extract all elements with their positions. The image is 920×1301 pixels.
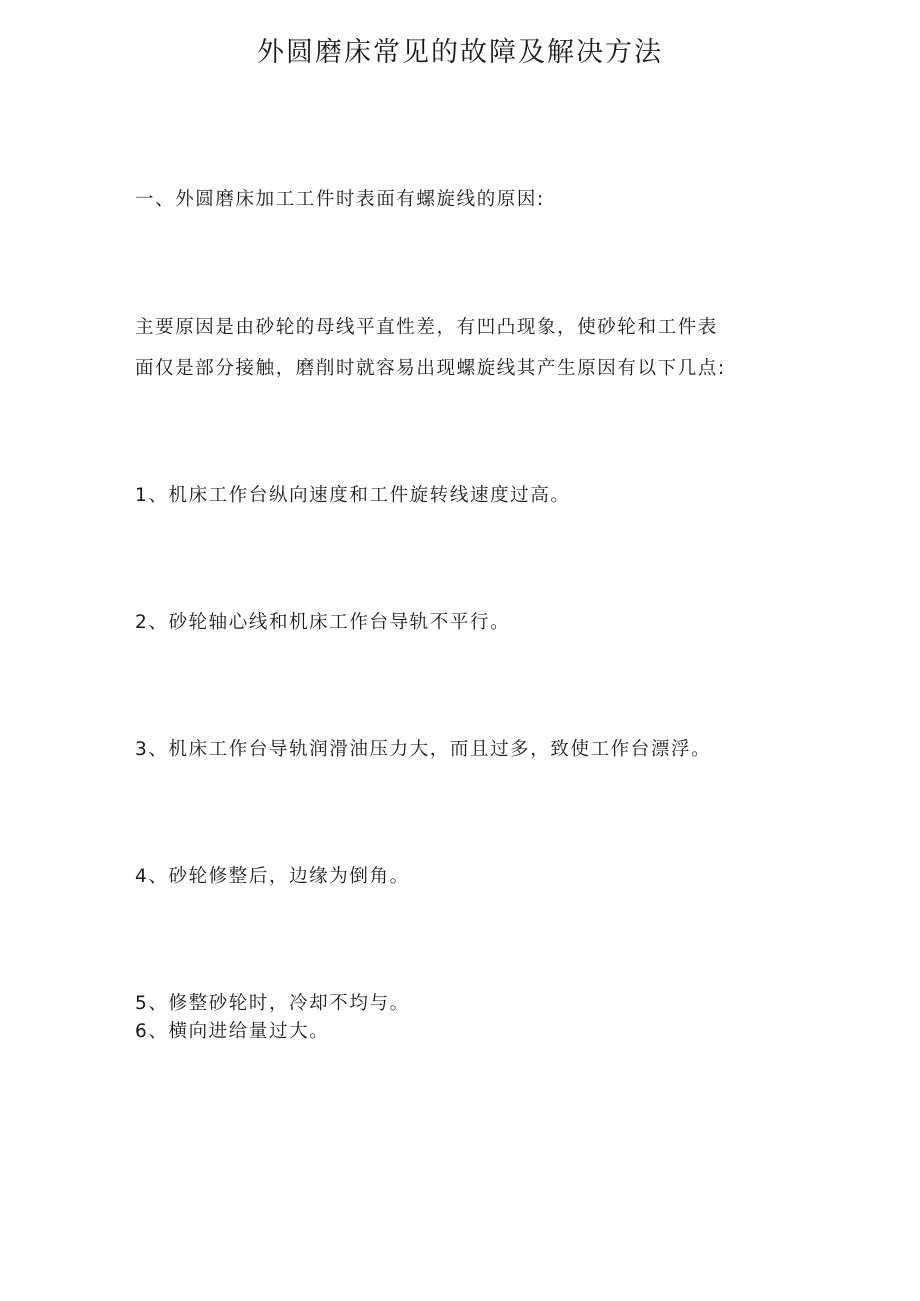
list-item-4: 4、砂轮修整后，边缘为倒角。 xyxy=(135,866,410,887)
document-title: 外圆磨床常见的故障及解决方法 xyxy=(257,37,663,68)
list-item-5: 5、修整砂轮时，冷却不均与。 xyxy=(135,993,410,1014)
intro-paragraph-line-1: 主要原因是由砂轮的母线平直性差，有凹凸现象，使砂轮和工件表 xyxy=(135,317,718,338)
list-item-6: 6、横向进给量过大。 xyxy=(135,1021,330,1042)
intro-paragraph-line-2: 面仅是部分接触，磨削时就容易出现螺旋线其产生原因有以下几点: xyxy=(135,358,726,379)
list-item-3: 3、机床工作台导轨润滑油压力大，而且过多，致使工作台漂浮。 xyxy=(135,739,712,760)
list-item-2: 2、砂轮轴心线和机床工作台导轨不平行。 xyxy=(135,612,511,633)
list-item-1: 1、机床工作台纵向速度和工件旋转线速度过高。 xyxy=(135,485,571,506)
section-heading: 一、外圆磨床加工工件时表面有螺旋线的原因: xyxy=(135,189,545,210)
